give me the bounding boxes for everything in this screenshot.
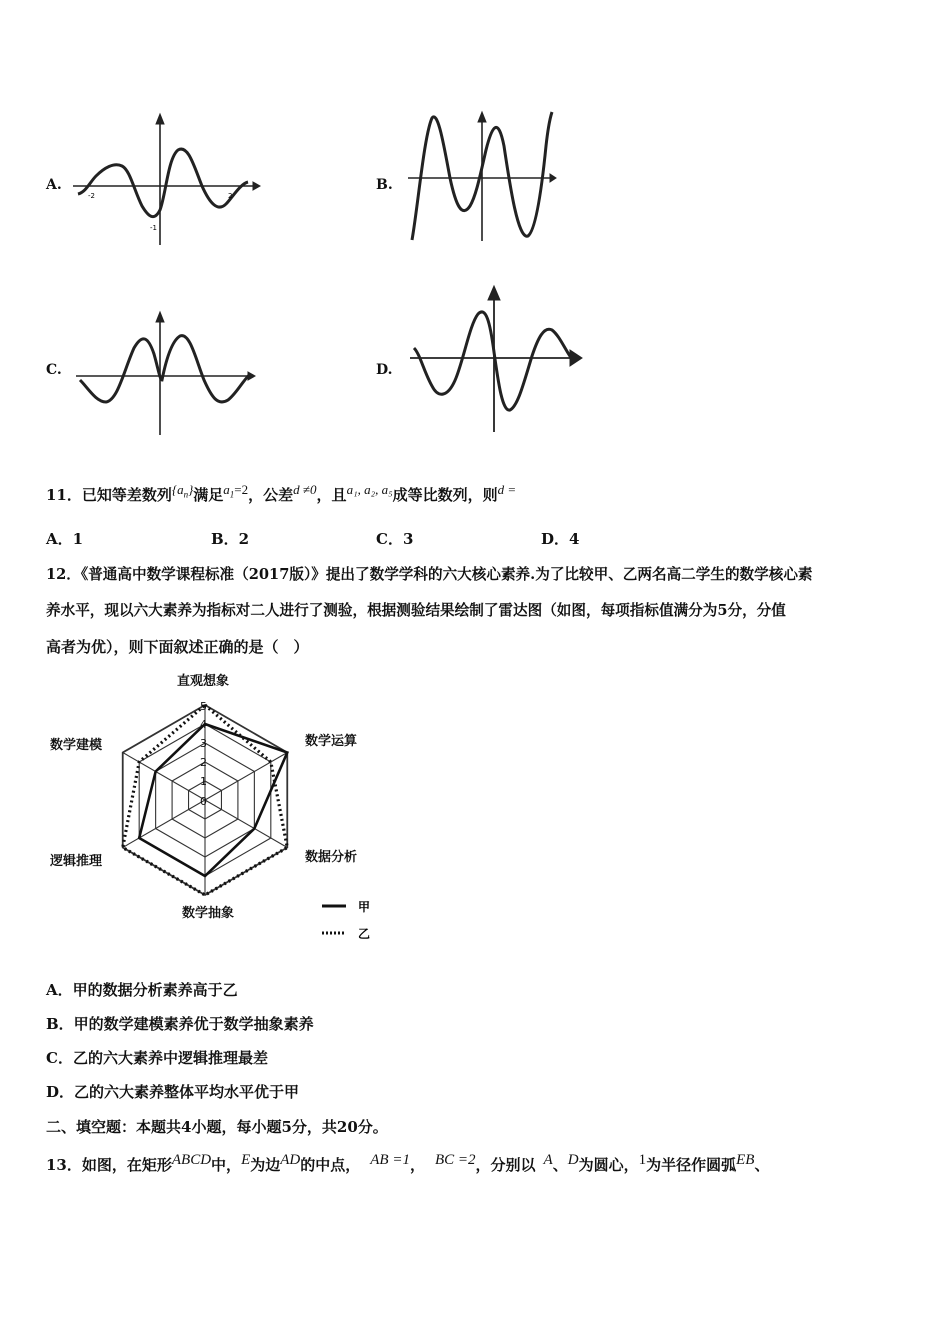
x-axis-arrow [550,174,556,182]
scale-label-4: 4 [200,718,207,731]
q11-terms: a₁, a₂, a₅ [346,482,393,497]
q13-t8: 为半径作圆弧 [646,1156,737,1174]
radar-chart [40,665,390,950]
q11-option-c: C．3 [376,530,414,548]
q11-cond: a [223,482,230,497]
q12-option-a: A．甲的数据分析素养高于乙 [46,981,238,999]
q11-mid3: ，且 [316,486,347,504]
q13-t2: 为边 [250,1156,281,1174]
q11-mid2: ，公差 [248,486,294,504]
radar-legend [322,900,370,941]
q13-t6: 、 [552,1156,568,1174]
axis-label-math-modeling: 数学建模 [50,738,103,753]
q13-d: D [567,1152,579,1168]
q12-line1: 12．《普通高中数学课程标准（2017版）》提出了数学学科的六大核心素养.为了比较甲、乙两名高二学生的数学核心素 [46,566,813,583]
q11-cond-sub: 1 [229,489,235,500]
tick-bottom: -1 [150,224,157,232]
x-axis-arrow [253,182,260,190]
q11-ask: d = [497,482,517,497]
scale-label-0: 0 [200,795,207,808]
q13-line [46,1152,769,1175]
axis-label-logical-reasoning: 逻辑推理 [50,854,103,869]
axis-label-data-analysis: 数据分析 [305,850,358,865]
q12-line2: 养水平，现以六大素养为指标对二人进行了测验，根据测验结果绘制了雷达图（如图，每项指标值满分为5分，分值 [46,602,786,619]
q13-ad: AD [280,1152,301,1168]
q13-one: 1 [638,1152,647,1168]
q11-option-a: A．1 [46,530,84,548]
q12-option-c: C．乙的六大素养中逻辑推理最差 [46,1049,268,1067]
tick-right: 2 [228,192,233,200]
y-axis-arrow [156,312,164,322]
radar-series-jia [139,724,287,876]
q11-line [46,482,516,505]
q13-e: E [241,1152,251,1168]
q13-a: A [543,1152,553,1168]
option-label-b: B. [376,177,393,193]
q13-eb: EB [736,1152,755,1168]
y-axis-arrow [488,286,500,300]
q11-option-b: B．2 [211,530,250,548]
q13-bc: BC =2 [434,1152,476,1168]
q11-seq-sub: n [183,489,189,500]
axis-label-math-operation: 数学运算 [305,734,358,749]
curve-a [78,149,248,217]
q13-t4: ， [409,1156,425,1174]
graph-option-b [400,106,570,246]
q11-d: d ≠0 [293,482,317,497]
q11-option-d: D．4 [541,530,580,548]
q11-mid1: 满足 [193,486,224,504]
q12-option-d: D．乙的六大素养整体平均水平优于甲 [46,1083,300,1101]
option-label-d: D. [376,362,393,378]
q11-seq-close: } [188,482,194,497]
q13-rect: ABCD [171,1152,212,1168]
section-title-fill-in: 二、填空题：本题共4小题，每小题5分，共20分。 [46,1118,388,1136]
scale-label-5: 5 [200,700,207,713]
q13-t9: 、 [754,1156,770,1174]
legend-label-jia: 甲 [358,900,371,914]
option-label-a: A. [46,177,62,193]
axis-label-math-abstraction: 数学抽象 [182,906,235,921]
q13-t1: 中， [211,1156,242,1174]
q12-line3: 高者为优），则下面叙述正确的是（ ） [46,638,309,656]
graph-option-a [68,110,268,250]
q12-option-b: B．甲的数学建模素养优于数学抽象素养 [46,1015,314,1033]
q13-ab: AB =1 [370,1152,410,1168]
legend-label-yi: 乙 [358,927,371,941]
curve-c [80,336,250,402]
y-axis-arrow [478,112,486,122]
q13-num: 13．如图，在矩形 [46,1156,172,1174]
y-axis-arrow [156,114,164,124]
graph-option-d [406,282,591,442]
q11-mid4: 成等比数列，则 [392,486,498,504]
q13-t7: 为圆心， [578,1156,639,1174]
axis-label-intuitive-imagination: 直观想象 [177,674,230,689]
radar-spoke-2 [205,800,287,848]
q11-num: 11．已知等差数列 [46,486,172,504]
q11-cond-val: =2 [234,482,249,497]
scale-label-3: 3 [200,737,207,750]
q13-t3: 的中点， [300,1156,361,1174]
tick-left: -2 [88,192,95,200]
graph-option-c [72,310,262,440]
option-label-c: C. [46,362,62,378]
q11-seq: {a [171,482,184,497]
q13-t5: ，分别以 [475,1156,536,1174]
scale-label-2: 2 [200,756,207,769]
radar-spoke-4 [123,800,205,848]
scale-label-1: 1 [200,775,207,788]
